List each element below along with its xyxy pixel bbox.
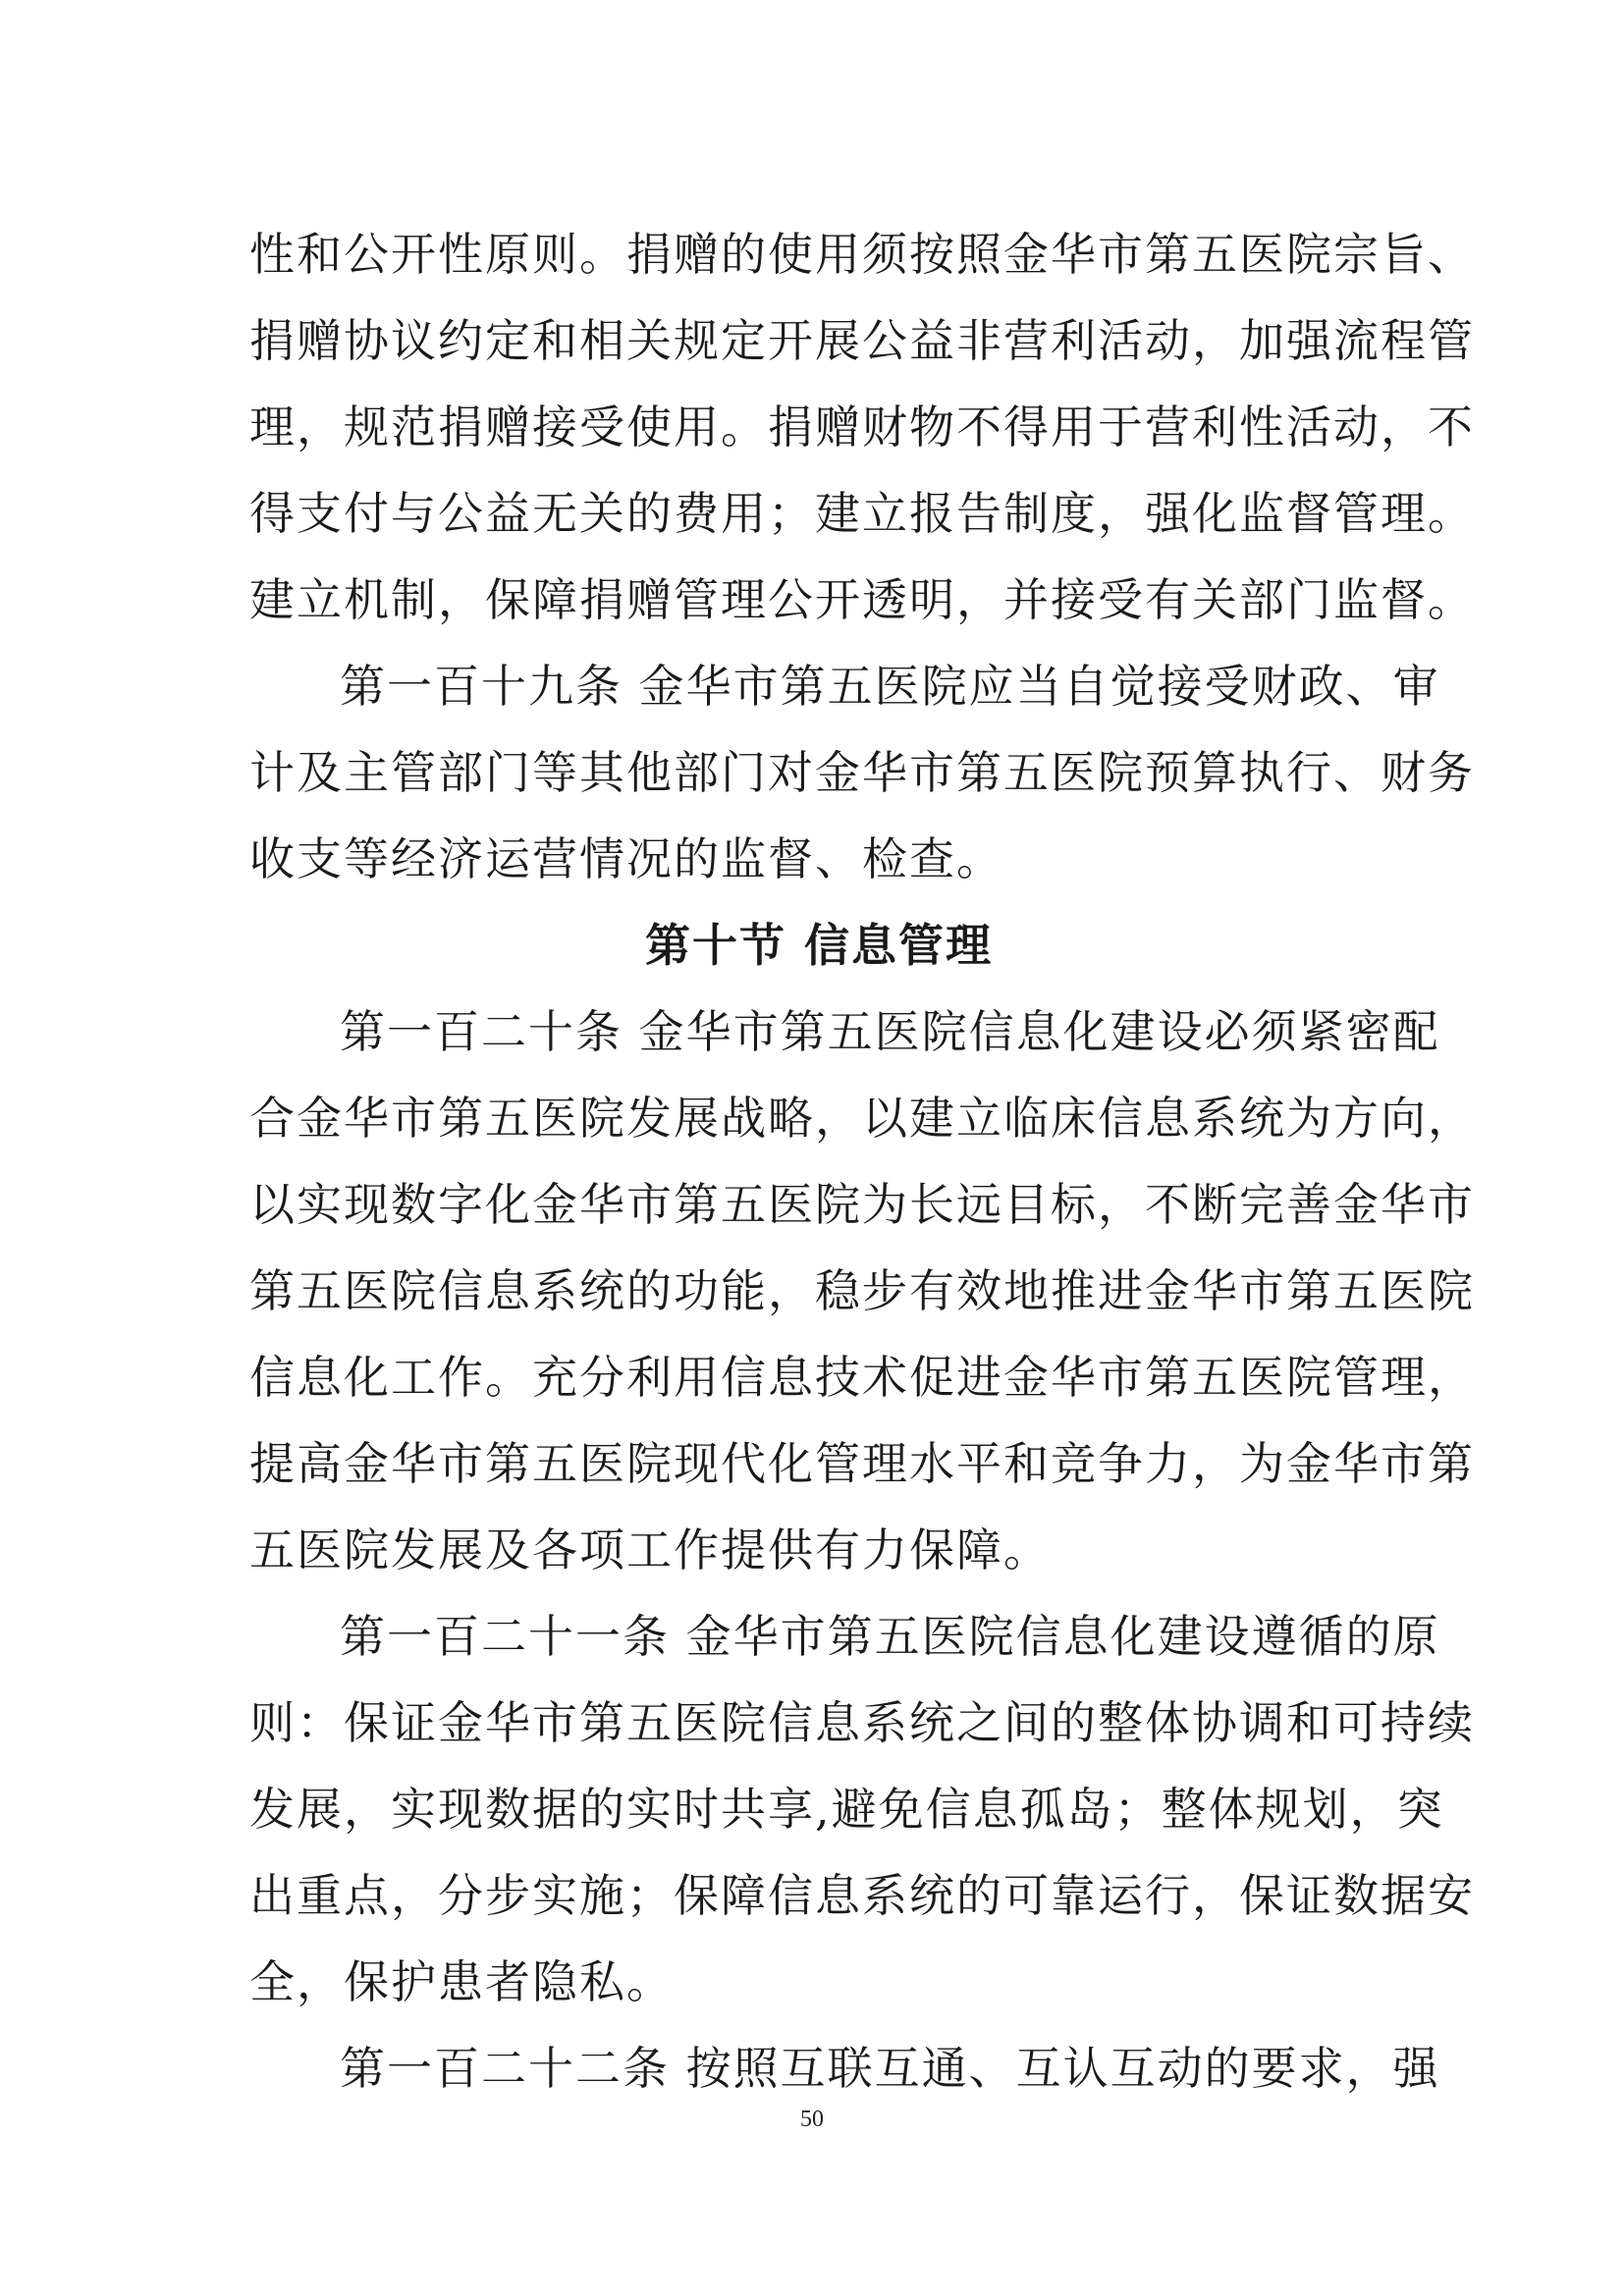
text-line: 信息化工作。充分利用信息技术促进金华市第五医院管理， bbox=[249, 1351, 1475, 1404]
document-body bbox=[249, 211, 1475, 2111]
text-line: 理，规范捐赠接受使用。捐赠财物不得用于营利性活动，不 bbox=[249, 400, 1475, 454]
text-line: 则：保证金华市第五医院信息系统之间的整体协调和可持续 bbox=[249, 1696, 1475, 1749]
article-119 bbox=[249, 643, 1475, 902]
text-line: 第一百二十二条 按照互联互通、互认互动的要求，强 bbox=[340, 2042, 1440, 2095]
text-line: 提高金华市第五医院现代化管理水平和竞争力，为金华市第 bbox=[249, 1437, 1475, 1490]
text-line: 第一百十九条 金华市第五医院应当自觉接受财政、审 bbox=[340, 660, 1440, 713]
section-heading: 第十节 信息管理 bbox=[644, 919, 993, 972]
article-120 bbox=[249, 988, 1475, 1593]
text-line: 第一百二十条 金华市第五医院信息化建设必须紧密配 bbox=[340, 1005, 1440, 1058]
text-line: 性和公开性原则。捐赠的使用须按照金华市第五医院宗旨、 bbox=[249, 228, 1475, 281]
text-line: 第一百二十一条 金华市第五医院信息化建设遵循的原 bbox=[340, 1610, 1440, 1663]
text-line: 以实现数字化金华市第五医院为长远目标，不断完善金华市 bbox=[249, 1178, 1475, 1231]
text-line: 收支等经济运营情况的监督、检查。 bbox=[249, 832, 1003, 885]
paragraph-continuation bbox=[249, 211, 1475, 643]
page-number: 50 bbox=[800, 2107, 824, 2132]
text-line: 第五医院信息系统的功能，稳步有效地推进金华市第五医院 bbox=[249, 1264, 1475, 1317]
article-122 bbox=[249, 2025, 1440, 2111]
text-line: 得支付与公益无关的费用；建立报告制度，强化监督管理。 bbox=[249, 487, 1475, 540]
article-121 bbox=[249, 1593, 1475, 2025]
text-line: 发展，实现数据的实时共享,避免信息孤岛；整体规划，突 bbox=[249, 1783, 1444, 1836]
text-line: 全，保护患者隐私。 bbox=[249, 1955, 674, 2008]
text-line: 出重点，分步实施；保障信息系统的可靠运行，保证数据安 bbox=[249, 1869, 1475, 1922]
text-line: 捐赠协议约定和相关规定开展公益非营利活动，加强流程管 bbox=[249, 314, 1475, 367]
text-line: 建立机制，保障捐赠管理公开透明，并接受有关部门监督。 bbox=[249, 573, 1475, 626]
text-line: 合金华市第五医院发展战略，以建立临床信息系统为方向， bbox=[249, 1092, 1475, 1145]
text-line: 计及主管部门等其他部门对金华市第五医院预算执行、财务 bbox=[249, 746, 1475, 799]
text-line: 五医院发展及各项工作提供有力保障。 bbox=[249, 1523, 1051, 1576]
